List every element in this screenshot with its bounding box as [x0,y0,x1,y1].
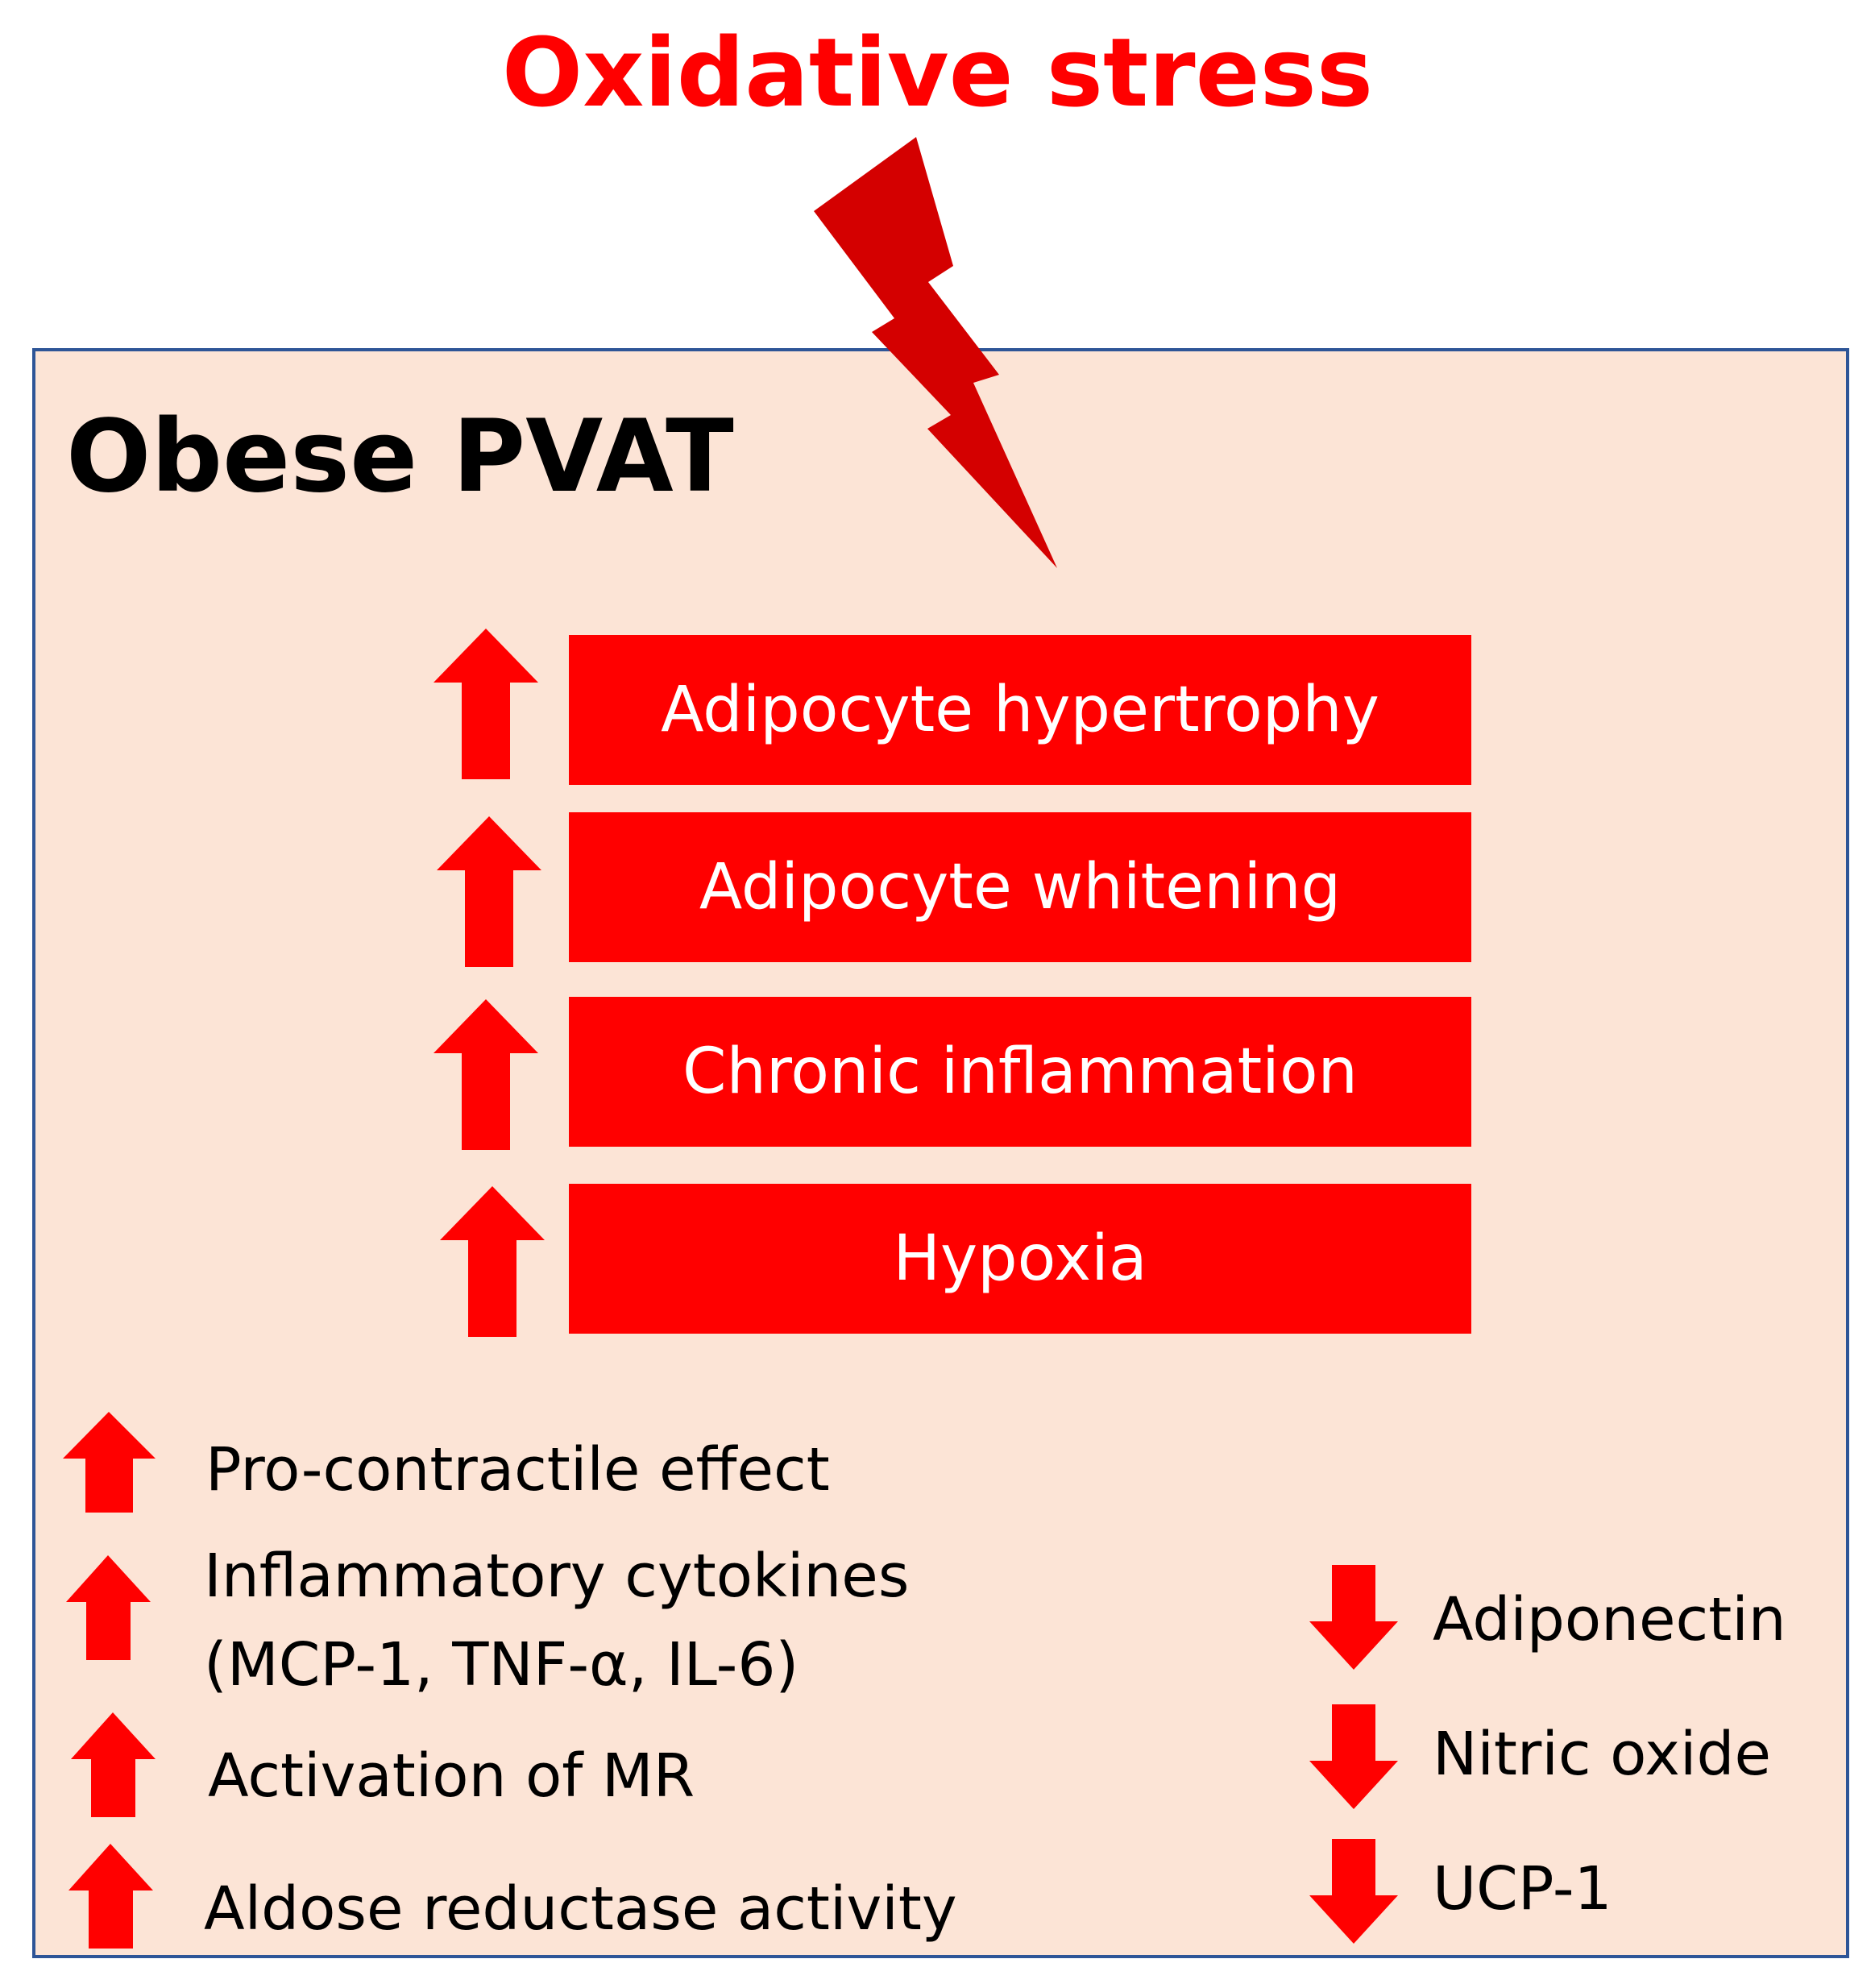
process-bar-chronic-inflammation: Chronic inflammation [569,997,1471,1147]
effect-inflammatory-cytokines-detail: (MCP-1, TNF-α, IL-6) [204,1630,799,1700]
effect-aldose-reductase: Aldose reductase activity [204,1874,957,1944]
effect-ucp-1: UCP-1 [1433,1854,1612,1924]
process-bar-adipocyte-whitening: Adipocyte whitening [569,812,1471,962]
arrow-up-icon [433,999,538,1150]
effect-adiponectin: Adiponectin [1433,1585,1786,1654]
effect-inflammatory-cytokines: Inflammatory cytokines [204,1542,910,1611]
panel-title: Obese PVAT [66,399,734,515]
arrow-down-icon [1309,1704,1398,1809]
arrow-down-icon [1309,1565,1398,1670]
process-bar-adipocyte-hypertrophy: Adipocyte hypertrophy [569,635,1471,785]
arrow-up-icon [71,1712,156,1817]
effect-nitric-oxide: Nitric oxide [1433,1720,1771,1789]
diagram-title: Oxidative stress [501,17,1374,128]
arrow-up-icon [68,1844,153,1949]
arrow-up-icon [440,1186,545,1337]
arrow-up-icon [433,629,538,779]
arrow-up-icon [63,1412,156,1513]
arrow-up-icon [437,816,541,967]
process-bar-hypoxia: Hypoxia [569,1184,1471,1334]
effect-pro-contractile: Pro-contractile effect [205,1435,830,1504]
effect-activation-of-mr: Activation of MR [208,1741,695,1811]
arrow-up-icon [66,1555,151,1660]
arrow-down-icon [1309,1839,1398,1944]
